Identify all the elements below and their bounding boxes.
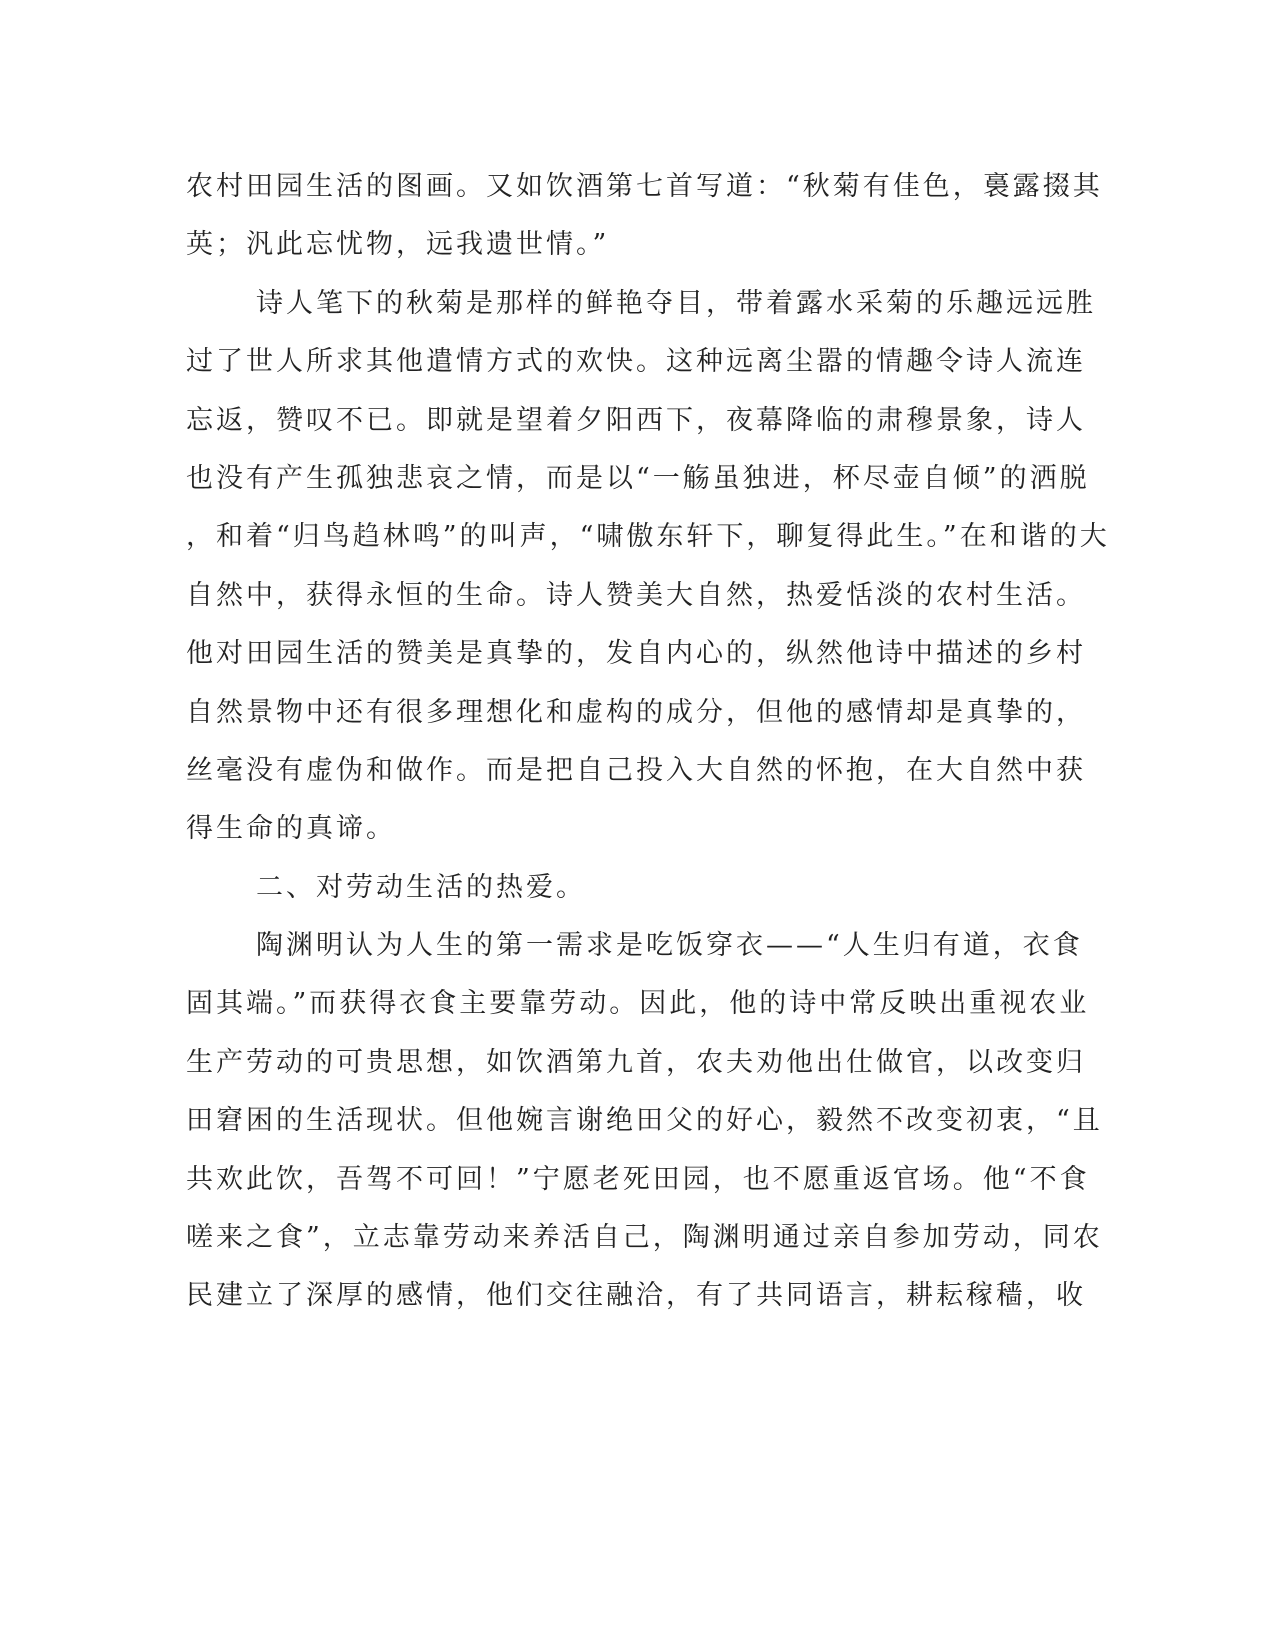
text-line: 自然景物中还有很多理想化和虚构的成分，但他的感情却是真挚的， [186, 696, 1086, 728]
paragraph-start-line: 陶渊明认为人生的第一需求是吃饭穿衣——“人生归有道，衣食 [256, 930, 1083, 962]
text-line: 英；汎此忘忧物，远我遗世情。” [186, 229, 610, 261]
text-line: 民建立了深厚的感情，他们交往融洽，有了共同语言，耕耘稼穑，收 [186, 1280, 1086, 1312]
text-line: 田窘困的生活现状。但他婉言谢绝田父的好心，毅然不改变初衷，“且 [186, 1105, 1103, 1137]
text-line: 自然中，获得永恒的生命。诗人赞美大自然，热爱恬淡的农村生活。 [186, 579, 1086, 611]
text-line: 嗟来之食”，立志靠劳动来养活自己，陶渊明通过亲自参加劳动，同农 [186, 1222, 1103, 1254]
section-heading: 二、对劳动生活的热爱。 [256, 871, 586, 903]
paragraph-start-line: 诗人笔下的秋菊是那样的鲜艳夺目，带着露水采菊的乐趣远远胜 [256, 287, 1096, 319]
text-line: 过了世人所求其他遣情方式的欢快。这种远离尘嚣的情趣令诗人流连 [186, 346, 1086, 378]
text-line: 忘返，赞叹不已。即就是望着夕阳西下，夜幕降临的肃穆景象，诗人 [186, 404, 1086, 436]
text-line: 丝毫没有虚伪和做作。而是把自己投入大自然的怀抱，在大自然中获 [186, 754, 1086, 786]
text-line: 共欢此饮，吾驾不可回！”宁愿老死田园，也不愿重返官场。他“不食 [186, 1163, 1090, 1195]
text-line: 他对田园生活的赞美是真挚的，发自内心的，纵然他诗中描述的乡村 [186, 638, 1086, 670]
text-line: 生产劳动的可贵思想，如饮酒第九首，农夫劝他出仕做官，以改变归 [186, 1046, 1086, 1078]
text-line: ，和着“归鸟趋林鸣”的叫声，“啸傲东轩下，聊复得此生。”在和谐的大 [186, 521, 1110, 553]
text-line: 固其端。”而获得衣食主要靠劳动。因此，他的诗中常反映出重视农业 [186, 988, 1090, 1020]
text-line: 也没有产生孤独悲哀之情，而是以“一觞虽独进，杯尽壶自倾”的洒脱 [186, 462, 1090, 494]
text-line: 得生命的真谛。 [186, 813, 396, 845]
body-text [186, 158, 1110, 1326]
text-line: 农村田园生活的图画。又如饮酒第七首写道：“秋菊有佳色，裛露掇其 [186, 171, 1103, 202]
